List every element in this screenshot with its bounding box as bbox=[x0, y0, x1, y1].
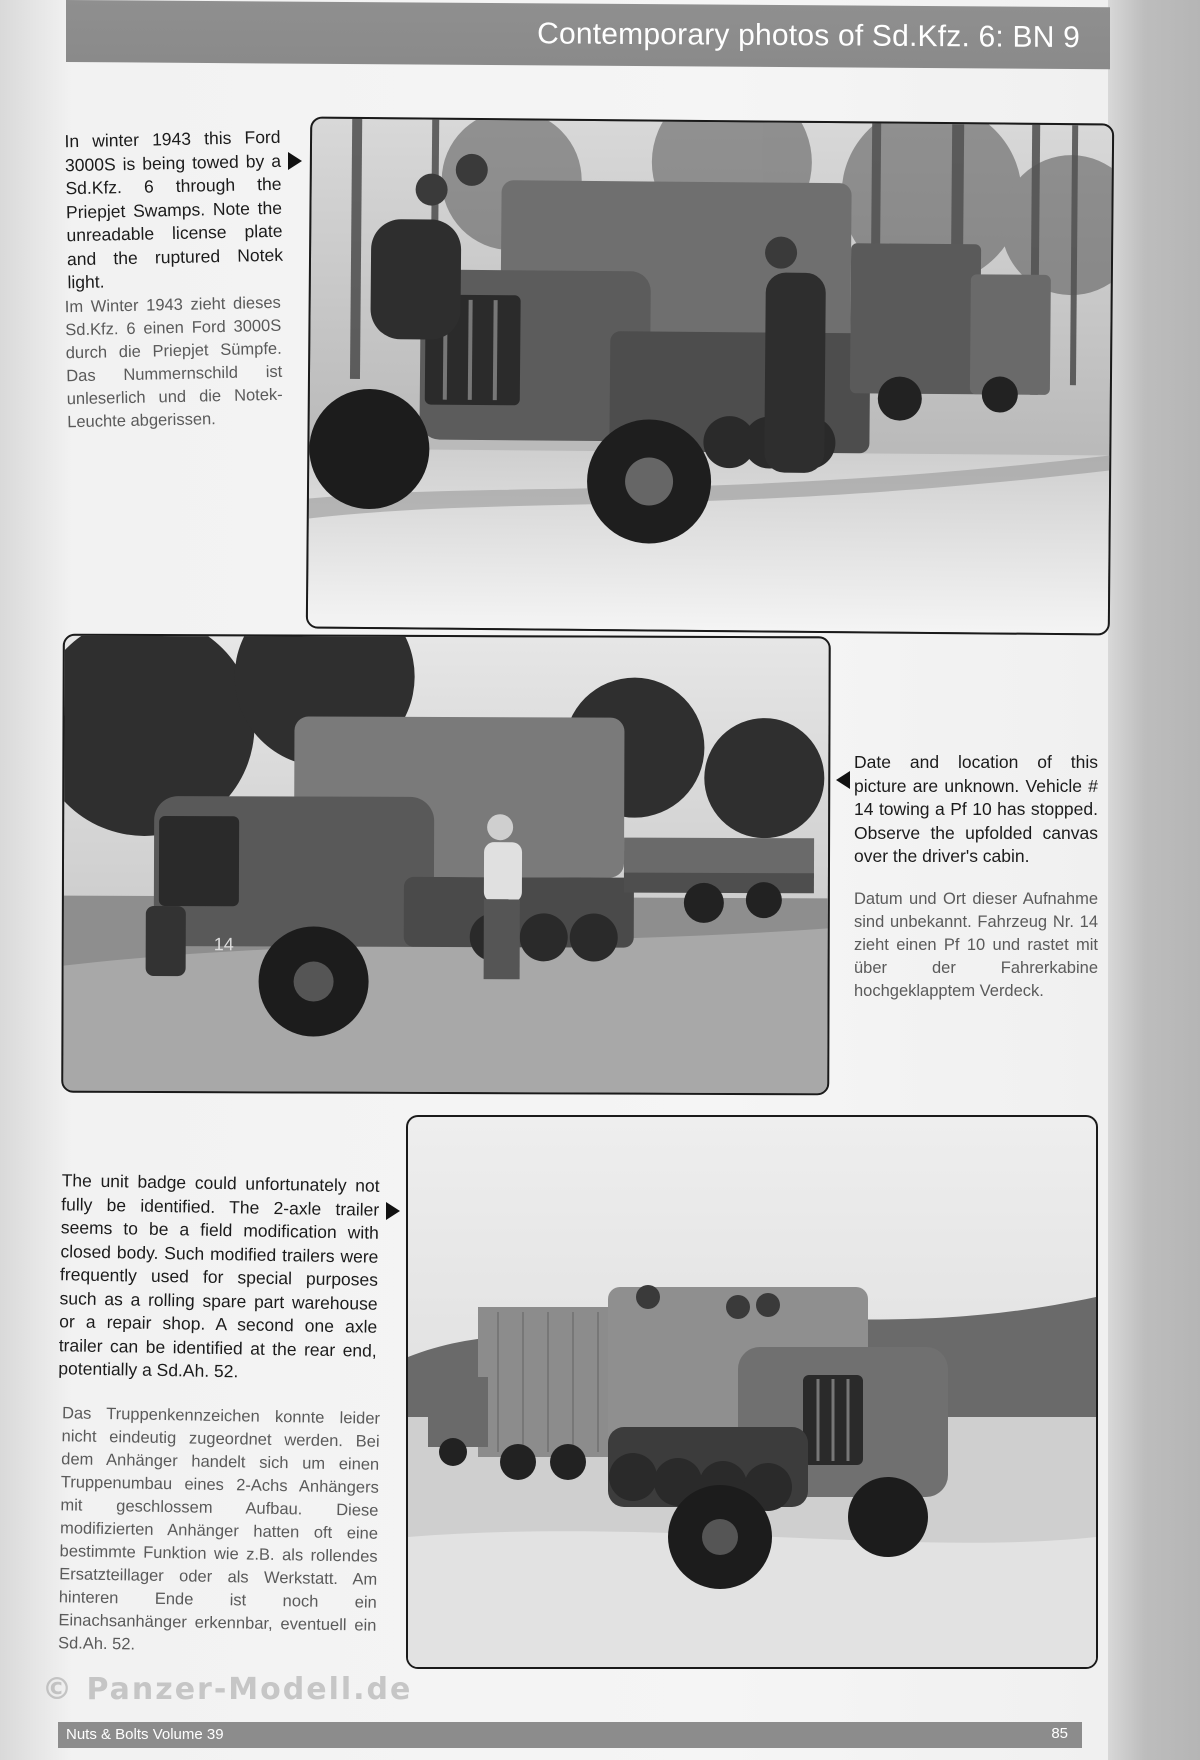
publication-title: Nuts & Bolts Volume 39 bbox=[66, 1726, 224, 1743]
caption-first-en: In winter 1943 this Ford 3000S is being towed by a Sd.Kfz. 6 through the Priepjet Swamps. Note the unreadable license plate and the ruptured Notek light. bbox=[64, 126, 284, 293]
page-number: 85 bbox=[1051, 1725, 1068, 1742]
caption-third-de: Das Truppenkennzeichen konnte leider nicht eindeutig zugeordnet werden. Bei dem Anhänger handelt sich um einen Truppenumbau eines 2-Achs Anhängers mit geschlossem Aufbau. Diese modifizierten Anhänger hatten oft eine bestimmte Funktion wie z.B. als rollendes Ersatzteillager oder als Werkstatt. Am hinteren Ende ist noch ein Einachsanhänger erkennbar, eventuell ein Sd.Ah. 52. bbox=[57, 1404, 381, 1654]
photo-halftrack-2axle-trailer bbox=[406, 1115, 1098, 1669]
caption-second-de: Datum und Ort dieser Aufnahme sind unbekannt. Fahrzeug Nr. 14 zieht einen Pf 10 und rastet mit über der Fahrerkabine hochgeklapptem Verdeck. bbox=[854, 890, 1098, 1000]
photo-winter-halftrack bbox=[306, 117, 1114, 636]
summer-scene-image bbox=[63, 636, 829, 1094]
caption-first-de: Im Winter 1943 zieht dieses Sd.Kfz. 6 einen Ford 3000S durch die Priepjet Sümpfe. Das Nummernschild ist unleserlich und die Notek-Leuchte abgerissen. bbox=[64, 293, 283, 432]
winter-scene-image bbox=[308, 119, 1112, 634]
watermark: © Panzer-Modell.de bbox=[42, 1672, 413, 1707]
page-title: Contemporary photos of Sd.Kfz. 6: BN 9 bbox=[537, 17, 1080, 55]
caption-second-en: Date and location of this picture are unknown. Vehicle # 14 towing a Pf 10 has stopped. Observe the upfolded canvas over the driver's cabin. bbox=[854, 752, 1098, 866]
footer-bar bbox=[58, 1722, 1082, 1748]
header-bar bbox=[66, 0, 1110, 69]
caption-third-en: The unit badge could unfortunately not fully be identified. The 2-axle trailer seems to be a field modification with closed body. Such modified trailers were frequently used for special purposes such as a rolling spare part warehouse or a repair shop. A second one axle trailer can be identified at the rear end, potentially a Sd.Ah. 52. bbox=[58, 1170, 380, 1382]
photo-vehicle-14-pf10 bbox=[61, 634, 831, 1096]
trailer-scene-image bbox=[408, 1117, 1096, 1667]
arrow-right-icon bbox=[288, 152, 302, 170]
vehicle-number-label: 14 bbox=[213, 934, 234, 955]
arrow-right-icon bbox=[386, 1202, 400, 1220]
arrow-left-icon bbox=[836, 771, 850, 789]
page-edge bbox=[1108, 0, 1200, 1760]
